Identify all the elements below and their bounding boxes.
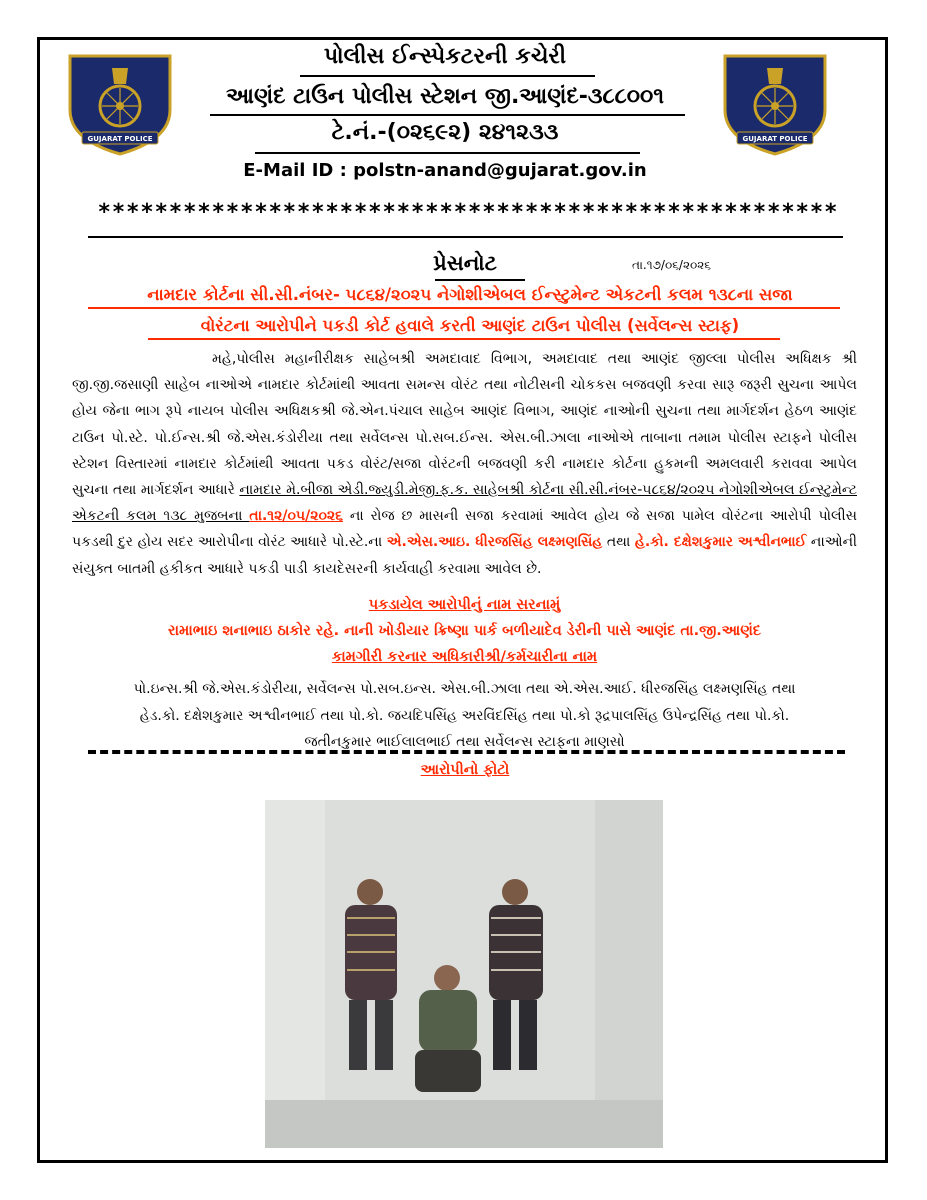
header-rule-2 xyxy=(210,114,685,116)
body-court-reference: નામદાર મે.બીજા એડી.જ્યુડી.મેજી.ફ.ક. સાહેબશ્રી કોર્ટના સી.સી.નંબર-૫૮૬૪/૨૦૨૫ નેગોશીએબલ ઈન્સ્ટુમેન્ટ એકટની કલમ ૧૩૮ મુજબના xyxy=(72,482,857,525)
officer-asi-name: એ.એસ.આઇ. ધીરજસિંહ લક્ષ્મણસિંહ xyxy=(386,534,603,551)
body-text-end: નાઓની સંયુક્ત બાતમી હકીકત આધારે પકડી પાડી કાયદેસરની કાર્યવાહી કરવામા આવેલ છે. xyxy=(72,534,857,577)
header-rule-1 xyxy=(300,75,595,77)
body-paragraph xyxy=(72,346,857,582)
body-text-part1: મહે,પોલીસ મહાનીરીક્ષક સાહેબશ્રી અમદાવાદ વિભાગ, અમદાવાદ તથા આણંદ જીલ્લા પોલીસ અધિક્ષક શ્રી જી.જી.જસાણી સાહેબ નાઓએ નામદાર કોર્ટમાંથી આવતા સમન્સ વોરંટ તથા નોટીસની ચોકકસ બજવણી કરવા સારૂ જરૂરી સુચના આપેલ હોય જેના ભાગ રૂપે નાયબ પોલીસ અધિક્ષકશ્રી જે.એન.પંચાલ સાહેબ આણંદ વિભાગ, આણંદ નાઓની સુચના તથા માર્ગદર્શન હેઠળ આણંદ ટાઉન પો.સ્ટે. પો.ઈન્સ.શ્રી જે.એસ.કંડોરીયા તથા સર્વેલન્સ પો.સબ.ઈન્સ. એસ.બી.ઝાલા નાઓએ તાબાના તમામ પોલીસ સ્ટાફને પોલીસ સ્ટેશન વિસ્તારમાં નામદાર કોર્ટમાંથી આવતા પકડ વોરંટ/સજા વોરંટની બજવણી કરી નામદાર કોર્ટના હુકમની અમલવારી કરાવવા આપેલ સુચના તથા માર્ગદર્શન આધારે xyxy=(72,351,857,499)
telephone-number: ટે.નં.-(૦૨૬૯૨) ૨૪૧૨૩૩ xyxy=(331,120,559,145)
gujarat-police-logo-left xyxy=(60,48,180,158)
headline-underline-2 xyxy=(148,338,780,340)
star-separator: **************************************************** xyxy=(97,200,839,225)
header-rule-3 xyxy=(255,152,640,154)
horizontal-rule xyxy=(88,236,843,238)
gujarat-police-logo-right xyxy=(715,48,835,158)
photo-section-title: આરોપીનો ફોટો xyxy=(420,762,510,778)
officer-hc-name: હે.કો. દક્ષેશકુમાર અશ્વીનભાઈ xyxy=(634,534,807,551)
office-title: પોલીસ ઈન્સ્પેકટરની કચેરી xyxy=(323,44,567,69)
officers-section-title: કામગીરી કરનાર અધિકારીશ્રી/કર્મચારીના નામ xyxy=(331,649,598,665)
body-text-part3: પોલીસ પકડથી દુર હોય સદર આરોપીના વોરંટ આધારે પો.સ્ટે.ના xyxy=(72,508,857,551)
body-text-part2: ના રોજ છ માસની સજા કરવામાં આવેલ હોય જે સજા પામેલ વોરંટના આરોપી xyxy=(342,508,812,525)
officers-list xyxy=(72,676,857,756)
press-note-date: તા.૧૭/૦૬/૨૦૨૬ xyxy=(632,258,711,272)
press-note-underline xyxy=(435,279,525,281)
headline-line-2: વોરંટના આરોપીને પકડી કોર્ટ હવાલે કરતી આણંદ ટાઉન પોલીસ (સર્વેલન્સ સ્ટાફ) xyxy=(200,316,740,335)
logo-text-right: GUJARAT POLICE xyxy=(742,135,808,143)
dashed-separator xyxy=(88,750,845,754)
press-note-title: પ્રેસનોટ xyxy=(433,251,497,275)
email-id: E-Mail ID : polstn-anand@gujarat.gov.in xyxy=(243,160,647,181)
headline-underline-1 xyxy=(88,307,840,309)
headline-line-1: નામદાર કોર્ટના સી.સી.નંબર- ૫૮૬૪/૨૦૨૫ નેગોશીએબલ ઈન્સ્ટુમેન્ટ એકટની કલમ ૧૩૮ના સજા xyxy=(147,285,793,304)
station-address: આણંદ ટાઉન પોલીસ સ્ટેશન જી.આણંદ-૩૮૮૦૦૧ xyxy=(225,84,665,109)
logo-text-left: GUJARAT POLICE xyxy=(87,135,153,143)
sentence-date: તા.૧૨/૦૫/૨૦૨૬ xyxy=(249,508,343,525)
officers-line-2: હેડ.કો. દક્ષેશકુમાર અશ્વીનભાઈ તથા પો.કો. જયદિપસિંહ અરવિંદસિંહ તથા પો.કો રૂદ્રપાલસિંહ ઉપેન્દ્રસિંહ તથા પો.કો. xyxy=(139,707,790,724)
accused-photo xyxy=(265,800,663,1148)
accused-details: રામાભાઇ શનાભાઇ ઠાકોર રહે. નાની ખોડીયાર ક્રિષ્ણા પાર્ક બળીયાદેવ ડેરીની પાસે આણંદ તા.જી.આણંદ xyxy=(168,623,761,639)
accused-section-title: પકડાયેલ આરોપીનું નામ સરનામું xyxy=(368,597,561,613)
officers-line-1: પો.ઇન્સ.શ્રી જે.એસ.કંડોરીયા, સર્વેલન્સ પો.સબ.ઇન્સ. એસ.બી.ઝાલા તથા એ.એસ.આઈ. ધીરજસિંહ લક્ષ્મણસિંહ તથા xyxy=(133,681,796,697)
officers-line-3: જતીનકુમાર ભાઈલાલભાઈ તથા સર્વેલન્સ સ્ટાફના માણસો xyxy=(304,734,625,750)
conjunction-text: તથા xyxy=(602,534,635,551)
